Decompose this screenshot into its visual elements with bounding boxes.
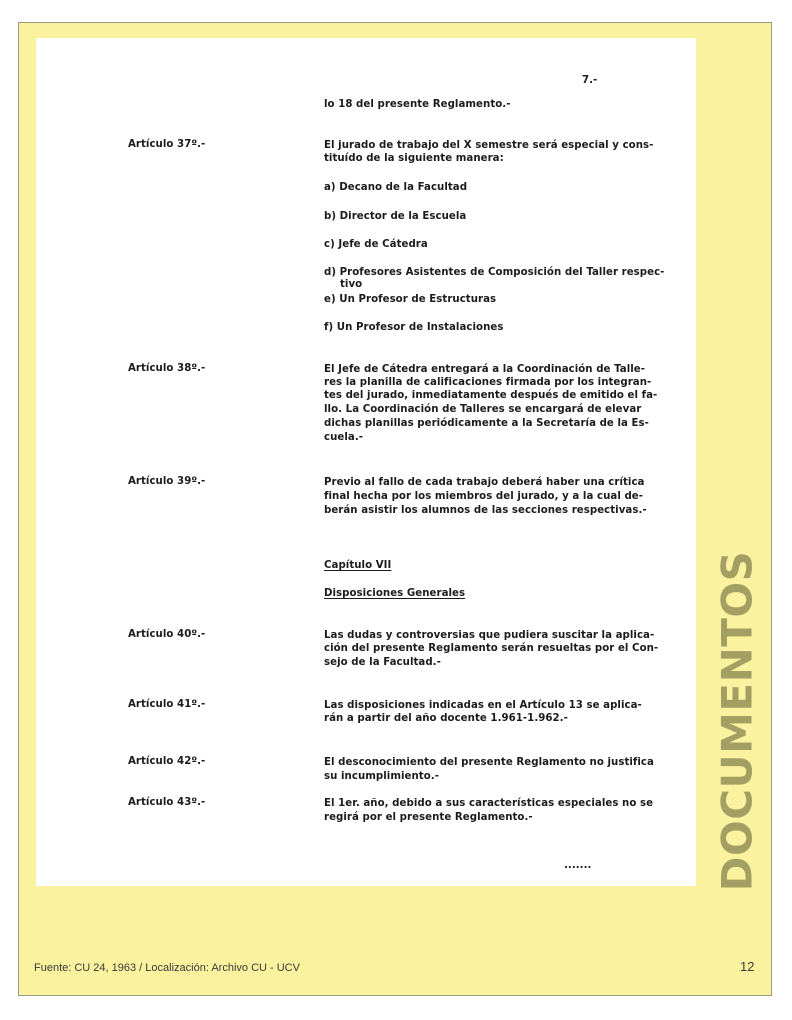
article-41-label: Artículo 41º.-	[128, 699, 206, 710]
section-side-title	[714, 526, 760, 916]
article-38-label: Artículo 38º.-	[128, 363, 206, 374]
article-38-text: El Jefe de Cátedra entregará a la Coordinación de Talle-	[324, 364, 646, 375]
article-38-text: dichas planillas periódicamente a la Secretaría de la Es-	[324, 418, 649, 429]
list-item-b: b) Director de la Escuela	[324, 211, 467, 222]
article-37-label: Artículo 37º.-	[128, 139, 206, 150]
article-39-text: berán asistir los alumnos de las secciones respectivas.-	[324, 505, 647, 516]
list-item-a: a) Decano de la Facultad	[324, 182, 468, 193]
intro-line: lo 18 del presente Reglamento.-	[324, 99, 511, 110]
article-41-text: Las disposiciones indicadas en el Artículo 13 se aplica-	[324, 700, 642, 711]
chapter-heading: Capítulo VII	[324, 560, 392, 571]
footer-page-number: 12	[740, 959, 755, 974]
article-40-text: Las dudas y controversias que pudiera suscitar la aplica-	[324, 630, 655, 641]
article-37-text: tituído de la siguiente manera:	[324, 153, 504, 164]
article-38-text: res la planilla de calificaciones firmada por los integran-	[324, 377, 652, 388]
section-heading: Disposiciones Generales	[324, 588, 466, 599]
article-40-text: sejo de la Facultad.-	[324, 657, 441, 668]
article-42-label: Artículo 42º.-	[128, 756, 206, 767]
document-scan	[36, 38, 696, 886]
article-41-text: rán a partir del año docente 1.961-1.962.-	[324, 713, 568, 724]
list-item-f: f) Un Profesor de Instalaciones	[324, 322, 504, 333]
article-43-text: El 1er. año, debido a sus características especiales no se	[324, 798, 654, 809]
article-38-text: cuela.-	[324, 432, 364, 443]
page-header-number: 7.-	[582, 75, 598, 86]
article-43-text: regirá por el presente Reglamento.-	[324, 812, 533, 823]
article-39-text: final hecha por los miembros del jurado, y a la cual de-	[324, 491, 644, 502]
article-37-text: El jurado de trabajo del X semestre será especial y cons-	[324, 140, 654, 151]
list-item-d: tivo	[340, 279, 363, 290]
list-item-c: c) Jefe de Cátedra	[324, 239, 428, 250]
side-title-text: DOCUMENTOS	[712, 550, 762, 892]
list-item-d: d) Profesores Asistentes de Composición del Taller respec-	[324, 267, 665, 278]
continuation-dots: .......	[564, 860, 592, 871]
article-38-text: llo. La Coordinación de Talleres se encargará de elevar	[324, 404, 642, 415]
article-39-label: Artículo 39º.-	[128, 476, 206, 487]
footer-source: Fuente: CU 24, 1963 / Localización: Archivo CU - UCV	[34, 962, 300, 974]
article-40-text: ción del presente Reglamento serán resueltas por el Con-	[324, 643, 659, 654]
article-38-text: tes del jurado, inmediatamente después de emitido el fa-	[324, 390, 658, 401]
article-40-label: Artículo 40º.-	[128, 629, 206, 640]
article-43-label: Artículo 43º.-	[128, 797, 206, 808]
article-42-text: su incumplimiento.-	[324, 771, 439, 782]
article-42-text: El desconocimiento del presente Reglamento no justifica	[324, 757, 654, 768]
list-item-e: e) Un Profesor de Estructuras	[324, 294, 497, 305]
article-39-text: Previo al fallo de cada trabajo deberá haber una crítica	[324, 477, 645, 488]
